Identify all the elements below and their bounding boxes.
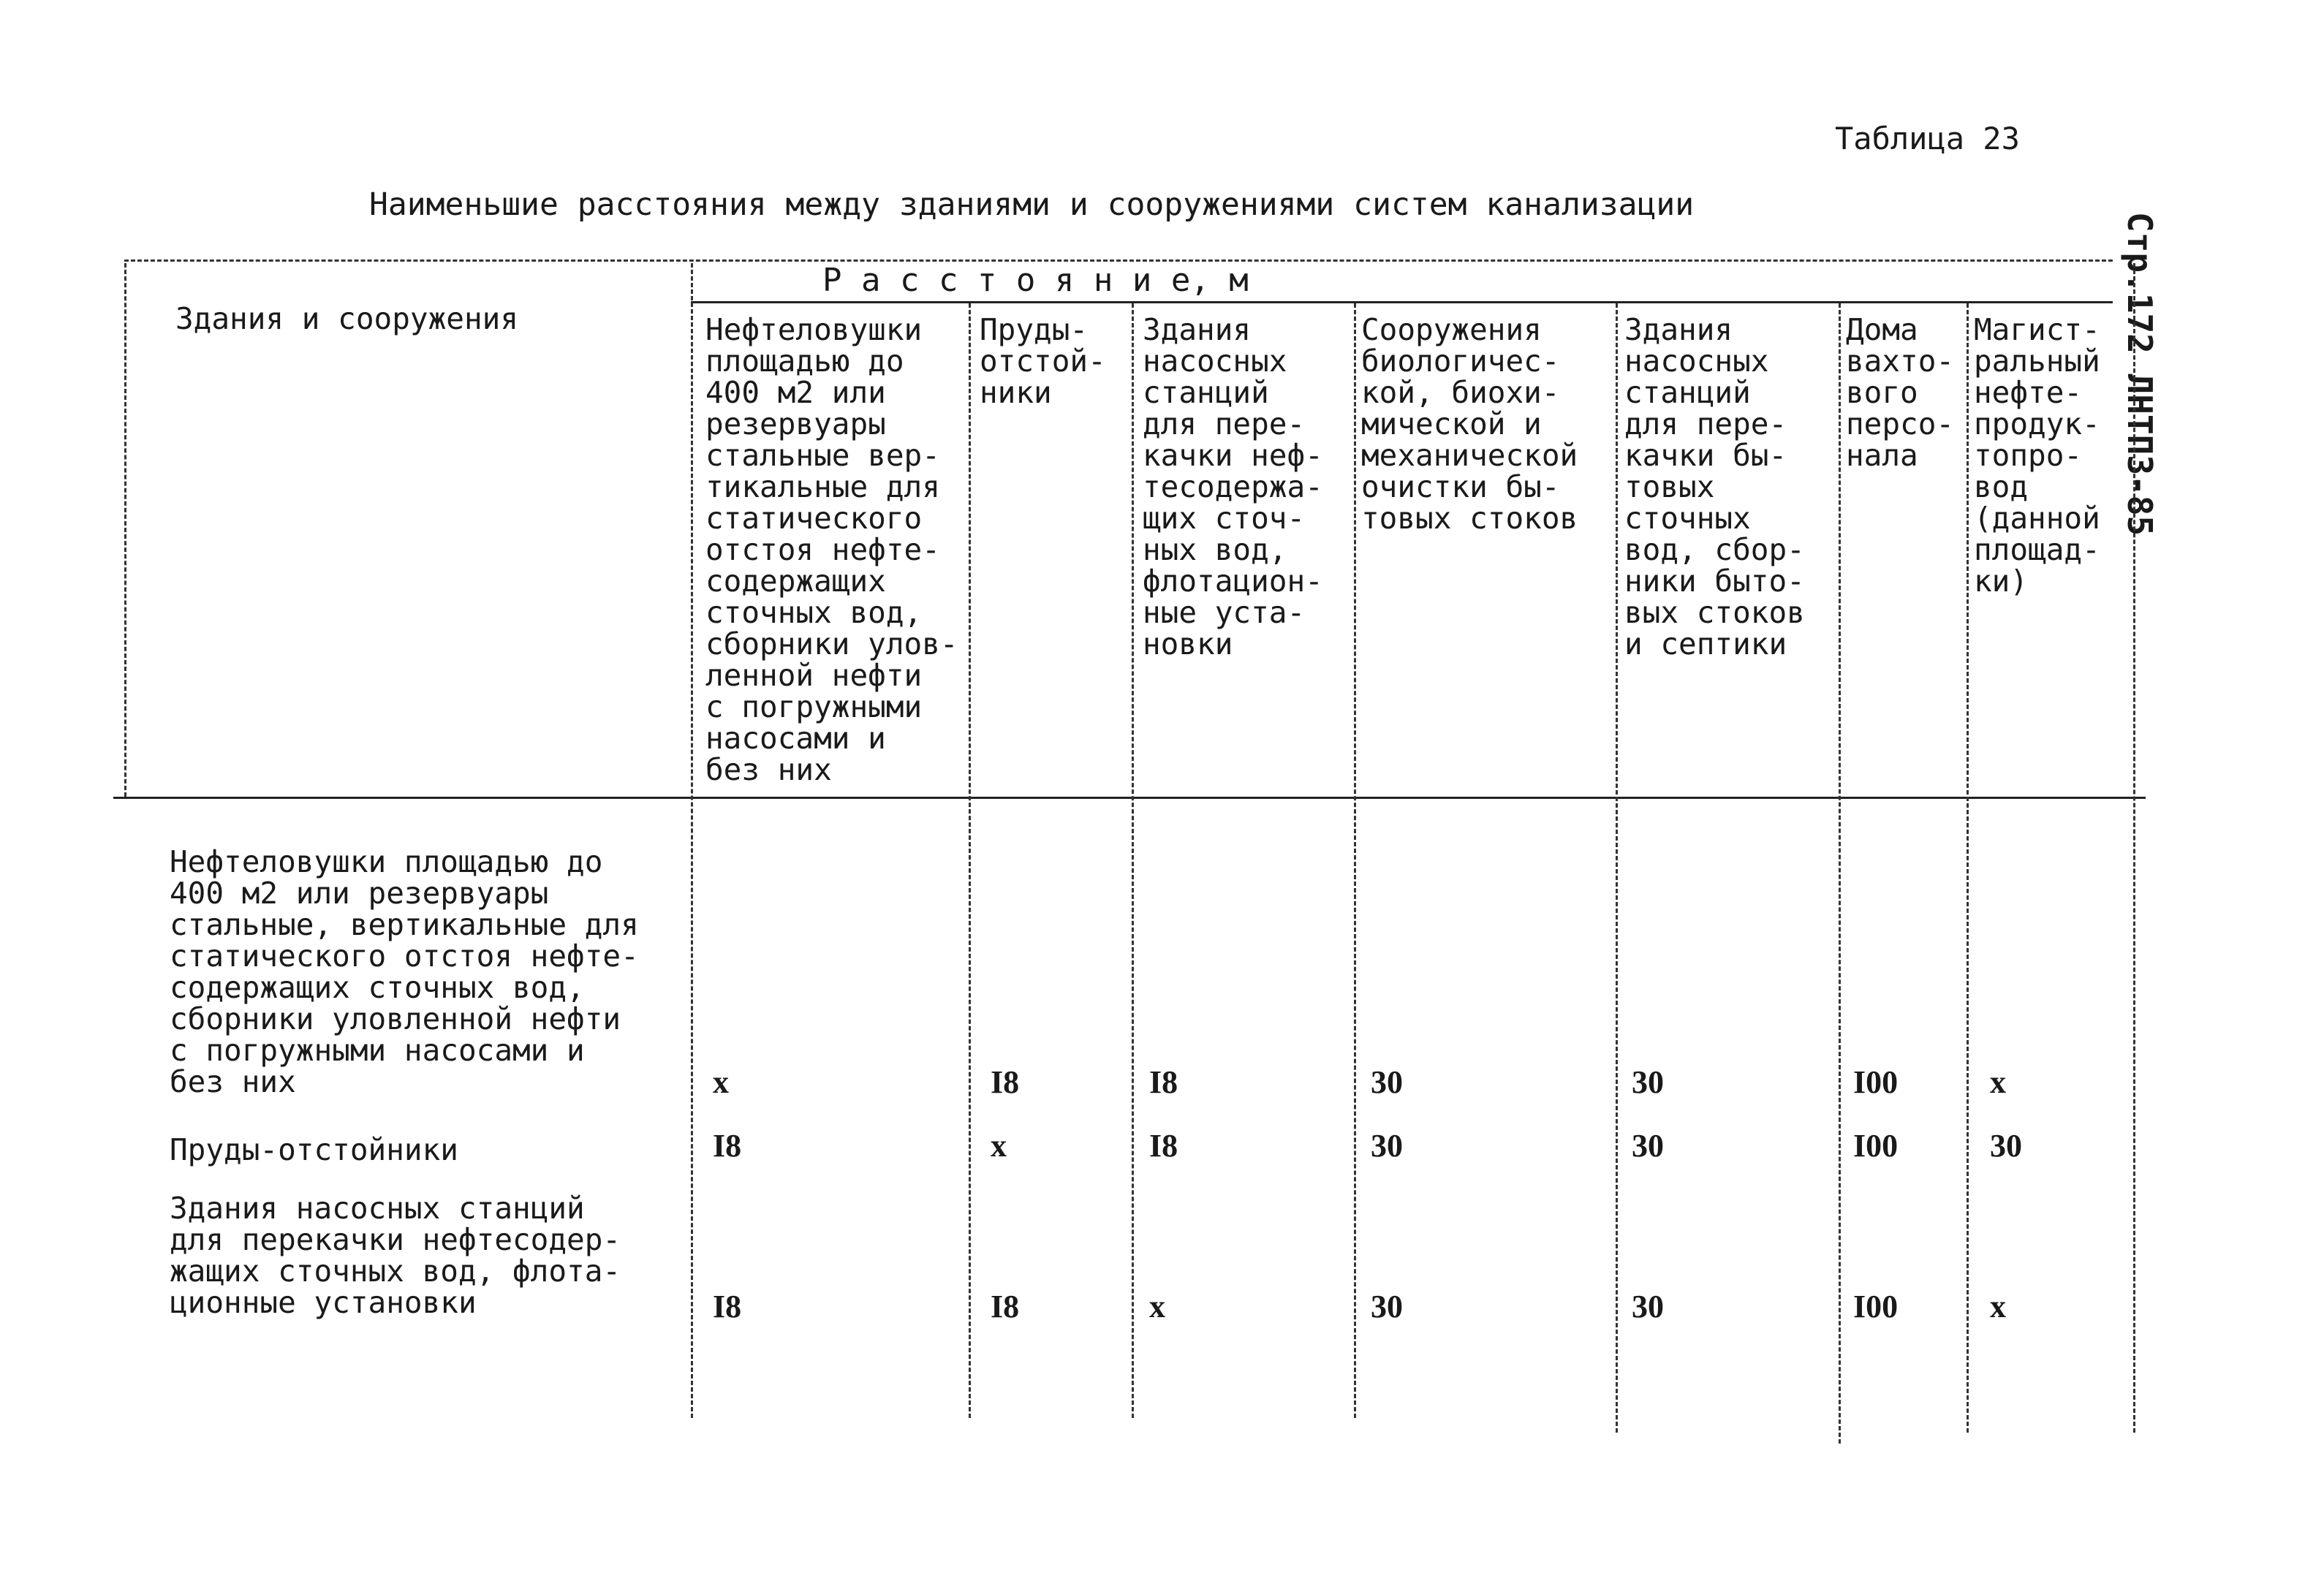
header-col-domestic-pump-stations: Здания насосных станций для пере- качки бы- товых сточных вод, сбор- ники быто- вых стоков и септики xyxy=(1624,312,1805,661)
row-2-cell-1: I8 xyxy=(713,1128,742,1164)
row-2-cell-4: 30 xyxy=(1371,1128,1403,1164)
header-col-oil-pump-stations: Здания насосных станций для пере- качки неф- тесодержа- щих сточ- ных вод, флотацион- ные уста- новки xyxy=(1143,312,1323,661)
row-1-cell-3: I8 xyxy=(1149,1064,1178,1100)
row-label-oil-traps: Нефтеловушки площадью до 400 м2 или резервуары стальные, вертикальные для статического отстоя нефте- содержащих сточных вод, сборники уловленной нефти с погружными насосами и без них xyxy=(170,844,639,1099)
row-2-cell-3: I8 xyxy=(1149,1128,1178,1164)
row-2-cell-7: 30 xyxy=(1990,1128,2022,1164)
row-3-cell-1: I8 xyxy=(713,1289,742,1324)
header-col-pipeline: Магист- ральный нефте- продук- топро- вод (данной площад- ки) xyxy=(1974,312,2100,599)
row-3-cell-5: 30 xyxy=(1632,1289,1664,1324)
row-1-cell-4: 30 xyxy=(1371,1064,1403,1100)
col-divider-2 xyxy=(1132,303,1134,1418)
row-3-cell-6: I00 xyxy=(1853,1289,1899,1324)
col-divider-6 xyxy=(1967,303,1969,1433)
group-header-rule xyxy=(691,301,2113,303)
row-3-cell-7: х xyxy=(1990,1289,2006,1324)
row-1-cell-2: I8 xyxy=(991,1064,1020,1100)
row-1-cell-1: х xyxy=(713,1064,729,1100)
col-divider-3 xyxy=(1354,303,1356,1418)
header-col-ponds: Пруды- отстой- ники xyxy=(980,312,1106,410)
header-group-label: Р а с с т о я н и е, м xyxy=(822,262,1249,299)
page-side-label: Стр.172 ЛНТП3-85 xyxy=(2120,212,2160,537)
row-label-ponds: Пруды-отстойники xyxy=(170,1132,458,1167)
header-col-treatment-facilities: Сооружения биологичес- кой, биохи- мической и механической очистки бы- товых стоков xyxy=(1361,312,1578,536)
row-2-cell-5: 30 xyxy=(1632,1128,1664,1164)
header-row-label: Здания и сооружения xyxy=(175,301,518,336)
row-3-cell-2: I8 xyxy=(991,1289,1020,1324)
table-number: Таблица 23 xyxy=(1835,121,2020,156)
row-3-cell-4: 30 xyxy=(1371,1289,1403,1324)
col-divider-5 xyxy=(1839,303,1841,1444)
header-col-staff-houses: Дома вахто- вого персо- нала xyxy=(1846,312,1955,473)
row-2-cell-6: I00 xyxy=(1853,1128,1899,1164)
row-3-cell-3: х xyxy=(1149,1289,1165,1324)
table-right-border xyxy=(2133,263,2135,1433)
table-title: Наименьшие расстояния между зданиями и сооружениями систем канализации xyxy=(369,186,1695,223)
header-bottom-rule xyxy=(113,797,2146,799)
row-1-cell-7: х xyxy=(1990,1064,2006,1100)
row-label-oil-pump-stations: Здания насосных станций для перекачки нефтесодер- жащих сточных вод, флота- ционные установки xyxy=(170,1191,621,1320)
row-1-cell-6: I00 xyxy=(1853,1064,1899,1100)
col-divider-1 xyxy=(969,303,971,1418)
table-left-border xyxy=(124,263,126,797)
row-2-cell-2: х xyxy=(991,1128,1007,1164)
row-1-cell-5: 30 xyxy=(1632,1064,1664,1100)
header-col-oil-traps: Нефтеловушки площадью до 400 м2 или резервуары стальные вер- тикальные для статического отстоя нефте- содержащих сточных вод, сборники улов- ленной нефти с погружными насосами и без них xyxy=(705,312,958,787)
col-divider-4 xyxy=(1616,303,1618,1433)
